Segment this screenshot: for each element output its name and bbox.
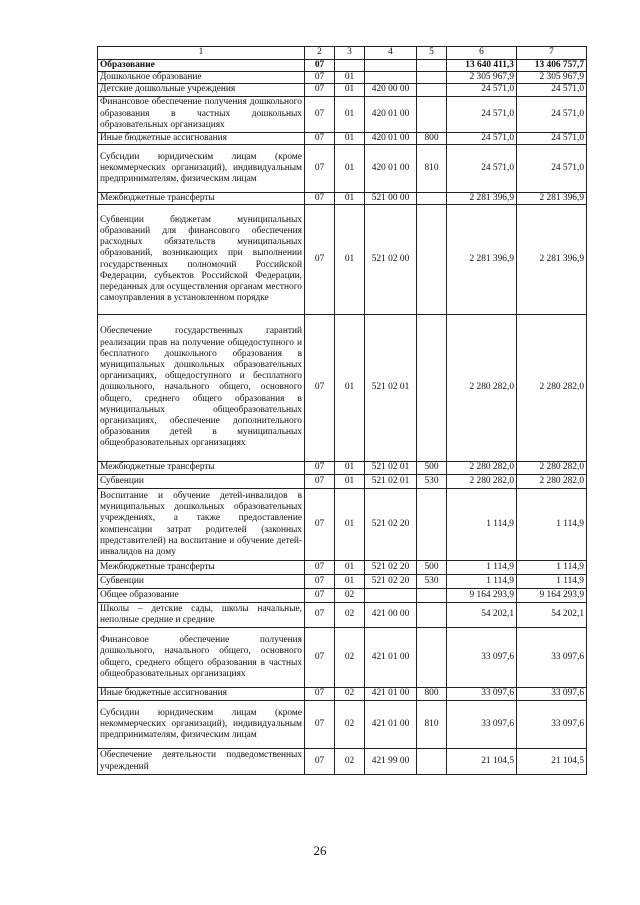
amount-year1-cell: 1 114,9 — [447, 575, 517, 589]
amount-year2-cell: 24 571,0 — [517, 144, 587, 192]
table-row — [98, 96, 587, 132]
amount-year2-cell: 33 097,6 — [517, 628, 587, 688]
row-name-cell: Субсидии юридическим лицам (кроме некоммерческих организаций), индивидуальным предпринимателям, физическим лицам — [98, 144, 305, 192]
subsection-code-cell: 02 — [335, 628, 365, 688]
target-item-code-cell: 421 99 00 — [365, 749, 417, 775]
table-row — [98, 628, 587, 688]
amount-year2-cell: 2 280 282,0 — [517, 315, 587, 462]
target-item-code-cell: 521 00 00 — [365, 192, 417, 204]
amount-year2-cell: 24 571,0 — [517, 84, 587, 96]
amount-year2-cell: 24 571,0 — [517, 132, 587, 144]
row-name-cell: Дошкольное образование — [98, 72, 305, 84]
amount-year2-cell: 1 114,9 — [517, 561, 587, 575]
amount-year2-cell: 24 571,0 — [517, 96, 587, 132]
row-name-cell: Образование — [98, 60, 305, 72]
table-row — [98, 475, 587, 489]
amount-year1-cell: 24 571,0 — [447, 84, 517, 96]
section-code-cell: 07 — [305, 192, 335, 204]
expense-type-code-cell — [417, 192, 447, 204]
subsection-code-cell: 01 — [335, 84, 365, 96]
row-name-cell: Субсидии юридическим лицам (кроме некоммерческих организаций), индивидуальным предпринимателям, физическим лицам — [98, 701, 305, 749]
subsection-code-cell: 02 — [335, 701, 365, 749]
row-name-cell: Субвенции бюджетам муниципальных образований для финансового обеспечения расходных обязательств муниципальных образований, возникающих при выполнении государственных полномочий Российской Федерации, субъектов Российской Федерации, переданных для осуществления органам местного самоуправления в установленном порядке — [98, 205, 305, 315]
expense-type-code-cell — [417, 489, 447, 561]
row-name-cell: Межбюджетные трансферты — [98, 462, 305, 475]
expense-type-code-cell — [417, 205, 447, 315]
row-name-cell: Субвенции — [98, 475, 305, 489]
table-row — [98, 144, 587, 192]
section-code-cell: 07 — [305, 132, 335, 144]
section-code-cell: 07 — [305, 603, 335, 628]
target-item-code-cell: 521 02 00 — [365, 205, 417, 315]
amount-year2-cell: 1 114,9 — [517, 489, 587, 561]
target-item-code-cell — [365, 72, 417, 84]
header-cell: 2 — [305, 47, 335, 60]
subsection-code-cell — [335, 60, 365, 72]
target-item-code-cell: 521 02 01 — [365, 315, 417, 462]
target-item-code-cell: 421 01 00 — [365, 628, 417, 688]
row-name-cell: Финансовое обеспечение получения дошкольного образования в частных дошкольных образовательных организациях — [98, 96, 305, 132]
target-item-code-cell: 521 02 20 — [365, 561, 417, 575]
amount-year2-cell: 1 114,9 — [517, 575, 587, 589]
amount-year1-cell: 2 280 282,0 — [447, 475, 517, 489]
expense-type-code-cell: 800 — [417, 688, 447, 701]
expense-type-code-cell — [417, 60, 447, 72]
row-name-cell: Обеспечение государственных гарантий реализации прав на получение общедоступного и бесплатного дошкольного образования в муниципальных дошкольных образовательных организациях, общедоступного и бесплатного дошкольного, начального общего, основного общего, среднего общего образования в муниципальных общеобразовательных организациях, обеспечение дополнительного образования детей в муниципальных общеобразовательных организациях — [98, 315, 305, 462]
expense-type-code-cell — [417, 72, 447, 84]
amount-year2-cell: 2 280 282,0 — [517, 462, 587, 475]
row-name-cell: Межбюджетные трансферты — [98, 192, 305, 204]
amount-year1-cell: 33 097,6 — [447, 701, 517, 749]
target-item-code-cell: 521 02 01 — [365, 462, 417, 475]
amount-year2-cell: 9 164 293,9 — [517, 589, 587, 603]
section-code-cell: 07 — [305, 475, 335, 489]
table-row — [98, 132, 587, 144]
amount-year2-cell: 2 280 282,0 — [517, 475, 587, 489]
amount-year1-cell: 2 305 967,9 — [447, 72, 517, 84]
amount-year1-cell: 21 104,5 — [447, 749, 517, 775]
row-name-cell: Финансовое обеспечение получения дошкольного, начального общего, основного общего, среднего общего образования в частных общеобразовательных организациях — [98, 628, 305, 688]
section-code-cell: 07 — [305, 575, 335, 589]
expense-type-code-cell: 530 — [417, 575, 447, 589]
amount-year1-cell: 2 281 396,9 — [447, 192, 517, 204]
amount-year1-cell: 2 280 282,0 — [447, 462, 517, 475]
amount-year2-cell: 33 097,6 — [517, 701, 587, 749]
section-code-cell: 07 — [305, 489, 335, 561]
amount-year1-cell: 24 571,0 — [447, 96, 517, 132]
expense-type-code-cell: 810 — [417, 144, 447, 192]
amount-year2-cell: 2 281 396,9 — [517, 205, 587, 315]
table-row — [98, 701, 587, 749]
row-name-cell: Детские дошкольные учреждения — [98, 84, 305, 96]
amount-year1-cell: 1 114,9 — [447, 489, 517, 561]
target-item-code-cell: 421 01 00 — [365, 688, 417, 701]
subsection-code-cell: 01 — [335, 96, 365, 132]
amount-year1-cell: 9 164 293,9 — [447, 589, 517, 603]
target-item-code-cell — [365, 589, 417, 603]
expense-type-code-cell — [417, 589, 447, 603]
amount-year2-cell: 54 202,1 — [517, 603, 587, 628]
expense-type-code-cell: 810 — [417, 701, 447, 749]
table-row — [98, 192, 587, 204]
expense-type-code-cell — [417, 628, 447, 688]
target-item-code-cell: 420 01 00 — [365, 96, 417, 132]
subsection-code-cell: 01 — [335, 489, 365, 561]
table-row — [98, 205, 587, 315]
row-name-cell: Воспитание и обучение детей-инвалидов в муниципальных дошкольных образовательных учреждениях, а также предоставление компенсации затрат родителей (законных представителей) на воспитание и обучение детей-инвалидов на дому — [98, 489, 305, 561]
table-row — [98, 315, 587, 462]
section-code-cell: 07 — [305, 462, 335, 475]
amount-year1-cell: 2 280 282,0 — [447, 315, 517, 462]
amount-year1-cell: 24 571,0 — [447, 144, 517, 192]
amount-year2-cell: 2 281 396,9 — [517, 192, 587, 204]
amount-year2-cell: 33 097,6 — [517, 688, 587, 701]
expense-type-code-cell — [417, 749, 447, 775]
amount-year2-cell: 21 104,5 — [517, 749, 587, 775]
table-body — [98, 60, 587, 775]
amount-year1-cell: 54 202,1 — [447, 603, 517, 628]
row-name-cell: Субвенции — [98, 575, 305, 589]
section-code-cell: 07 — [305, 701, 335, 749]
expense-type-code-cell: 800 — [417, 132, 447, 144]
subsection-code-cell: 01 — [335, 72, 365, 84]
table-row — [98, 749, 587, 775]
table-row — [98, 462, 587, 475]
amount-year1-cell: 1 114,9 — [447, 561, 517, 575]
target-item-code-cell: 521 02 20 — [365, 489, 417, 561]
expense-type-code-cell — [417, 96, 447, 132]
header-cell: 7 — [517, 47, 587, 60]
amount-year2-cell: 2 305 967,9 — [517, 72, 587, 84]
subsection-code-cell: 01 — [335, 205, 365, 315]
header-cell: 3 — [335, 47, 365, 60]
row-name-cell: Общее образование — [98, 589, 305, 603]
section-code-cell: 07 — [305, 84, 335, 96]
row-name-cell: Межбюджетные трансферты — [98, 561, 305, 575]
subsection-code-cell: 02 — [335, 603, 365, 628]
header-cell: 1 — [98, 47, 305, 60]
table-row — [98, 60, 587, 72]
expense-type-code-cell — [417, 603, 447, 628]
target-item-code-cell: 521 02 20 — [365, 575, 417, 589]
table-row — [98, 688, 587, 701]
section-code-cell: 07 — [305, 589, 335, 603]
subsection-code-cell: 01 — [335, 475, 365, 489]
target-item-code-cell — [365, 60, 417, 72]
subsection-code-cell: 01 — [335, 315, 365, 462]
amount-year1-cell: 33 097,6 — [447, 688, 517, 701]
subsection-code-cell: 02 — [335, 688, 365, 701]
section-code-cell: 07 — [305, 72, 335, 84]
table-row — [98, 72, 587, 84]
budget-table — [97, 46, 587, 775]
subsection-code-cell: 01 — [335, 192, 365, 204]
target-item-code-cell: 420 00 00 — [365, 84, 417, 96]
row-name-cell: Школы – детские сады, школы начальные, неполные средние и средние — [98, 603, 305, 628]
expense-type-code-cell — [417, 315, 447, 462]
section-code-cell: 07 — [305, 688, 335, 701]
target-item-code-cell: 521 02 01 — [365, 475, 417, 489]
header-cell: 6 — [447, 47, 517, 60]
subsection-code-cell: 02 — [335, 749, 365, 775]
target-item-code-cell: 420 01 00 — [365, 132, 417, 144]
expense-type-code-cell — [417, 84, 447, 96]
amount-year2-cell: 13 406 757,7 — [517, 60, 587, 72]
subsection-code-cell: 02 — [335, 589, 365, 603]
subsection-code-cell: 01 — [335, 144, 365, 192]
row-name-cell: Обеспечение деятельности подведомственных учреждений — [98, 749, 305, 775]
section-code-cell: 07 — [305, 96, 335, 132]
section-code-cell: 07 — [305, 749, 335, 775]
section-code-cell: 07 — [305, 628, 335, 688]
row-name-cell: Иные бюджетные ассигнования — [98, 132, 305, 144]
expense-type-code-cell: 500 — [417, 462, 447, 475]
table-row — [98, 575, 587, 589]
subsection-code-cell: 01 — [335, 561, 365, 575]
table-row — [98, 561, 587, 575]
target-item-code-cell: 421 00 00 — [365, 603, 417, 628]
subsection-code-cell: 01 — [335, 132, 365, 144]
table-row — [98, 84, 587, 96]
subsection-code-cell: 01 — [335, 575, 365, 589]
page-number: 26 — [313, 843, 327, 858]
section-code-cell: 07 — [305, 60, 335, 72]
target-item-code-cell: 421 01 00 — [365, 701, 417, 749]
table-row — [98, 489, 587, 561]
target-item-code-cell: 420 01 00 — [365, 144, 417, 192]
subsection-code-cell: 01 — [335, 462, 365, 475]
section-code-cell: 07 — [305, 315, 335, 462]
header-cell: 4 — [365, 47, 417, 60]
amount-year1-cell: 2 281 396,9 — [447, 205, 517, 315]
amount-year1-cell: 13 640 411,3 — [447, 60, 517, 72]
table-row — [98, 603, 587, 628]
table-row — [98, 589, 587, 603]
expense-type-code-cell: 530 — [417, 475, 447, 489]
amount-year1-cell: 33 097,6 — [447, 628, 517, 688]
header-cell: 5 — [417, 47, 447, 60]
expense-type-code-cell: 500 — [417, 561, 447, 575]
column-number-header — [98, 47, 587, 60]
section-code-cell: 07 — [305, 561, 335, 575]
amount-year1-cell: 24 571,0 — [447, 132, 517, 144]
row-name-cell: Иные бюджетные ассигнования — [98, 688, 305, 701]
section-code-cell: 07 — [305, 144, 335, 192]
section-code-cell: 07 — [305, 205, 335, 315]
